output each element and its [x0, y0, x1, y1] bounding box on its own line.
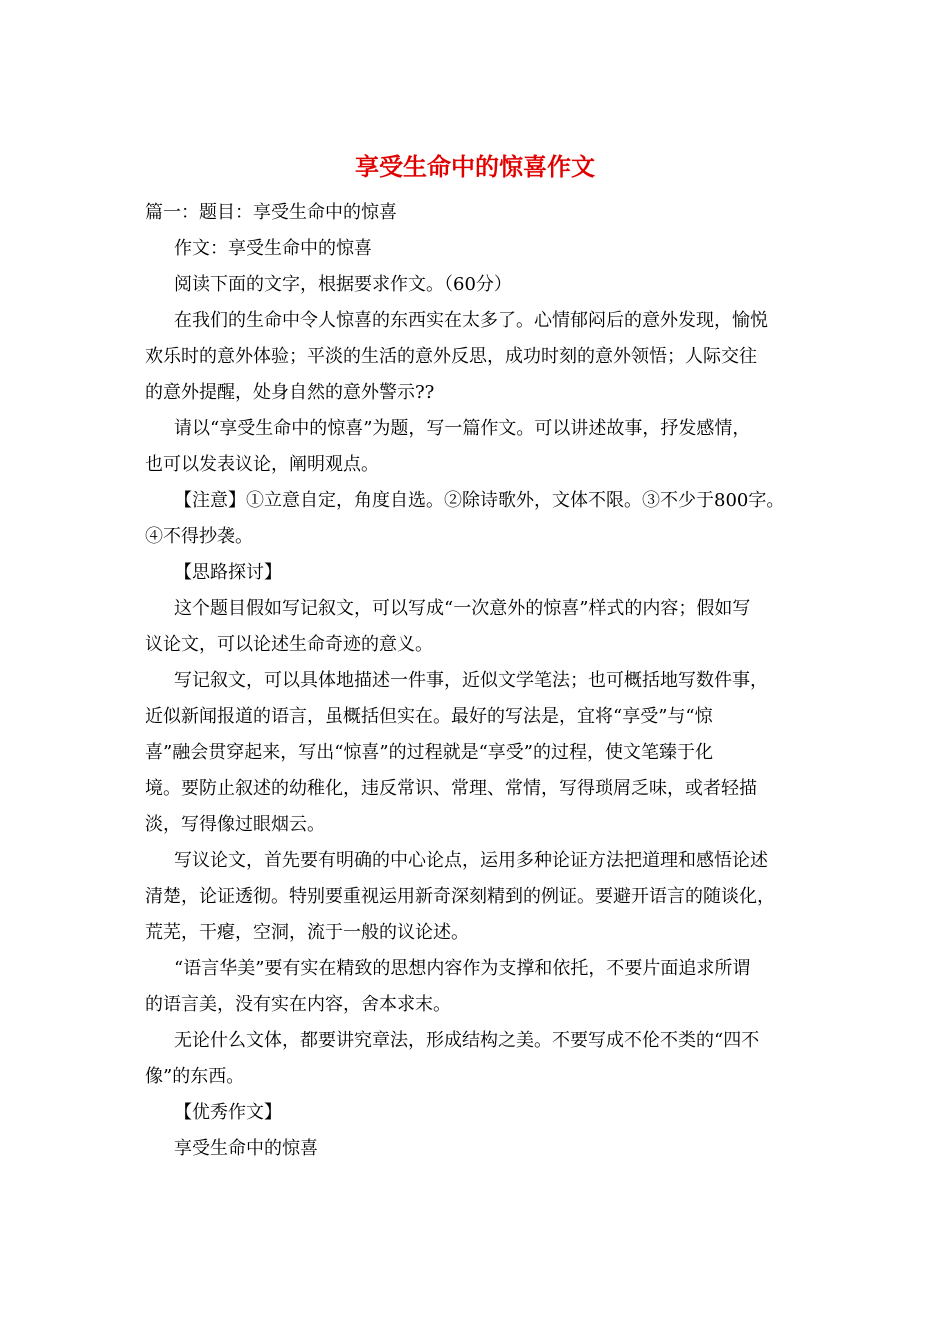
- paragraph-structure-advice: 无论什么文体，都要讲究章法，形成结构之美。不要写成不伦不类的“四不 像”的东西。: [145, 1030, 760, 1087]
- paragraph-prompt: 在我们的生命中令人惊喜的东西实在太多了。心情郁闷后的意外发现，愉悦 欢乐时的意外体验；平淡的生活的意外反思，成功时刻的意外领悟；人际交往 的意外提醒，处身自然的意外警示??: [145, 310, 768, 403]
- paragraph-argument-advice: 写议论文，首先要有明确的中心论点，运用多种论证方法把道理和感悟论述 清楚，论证透彻。特别要重视运用新奇深刻精到的例证。要避开语言的随谈化， 荒芜，干瘪，空洞，流于一般的议论述。: [145, 850, 775, 943]
- paragraph-heading-part-one: 篇一：题目：享受生命中的惊喜: [145, 202, 397, 223]
- paragraph-requirement: 请以“享受生命中的惊喜”为题，写一篇作文。可以讲述故事，抒发感情， 也可以发表议论，阐明观点。: [145, 418, 751, 475]
- paragraph-instruction: 阅读下面的文字，根据要求作文。（60分）: [174, 274, 512, 295]
- document-title: 享受生命中的惊喜作文: [355, 152, 595, 181]
- paragraph-narrative-advice: 写记叙文，可以具体地描述一件事，近似文学笔法；也可概括地写数件事， 近似新闻报道的语言，虽概括但实在。最好的写法是，宜将“享受”与“惊 喜”融会贯穿起来，写出“惊喜”的过程就是“享受”的过程，使文笔臻于化 境。要防止叙述的幼稚化，违反常识、常理、常情，写得琐屑乏味，或者轻描 淡，写得像过眼烟云。: [145, 670, 768, 835]
- paragraph-essay-name: 享受生命中的惊喜: [174, 1138, 318, 1159]
- paragraph-essay-title: 作文：享受生命中的惊喜: [174, 238, 372, 259]
- paragraph-notice: 【注意】①立意自定，角度自选。②除诗歌外，文体不限。③不少于800字。 ④不得抄袭。: [145, 490, 785, 547]
- paragraph-approach-intro: 这个题目假如写记叙文，可以写成“一次意外的惊喜”样式的内容；假如写 议论文，可以论述生命奇迹的意义。: [145, 598, 751, 655]
- section-heading-excellent-essay: 【优秀作文】: [174, 1102, 282, 1123]
- paragraph-language-advice: “语言华美”要有实在精致的思想内容作为支撑和依托，不要片面追求所谓 的语言美，没有实在内容，舍本求末。: [145, 958, 751, 1015]
- document-body: [145, 195, 815, 1167]
- section-heading-approach: 【思路探讨】: [174, 562, 282, 583]
